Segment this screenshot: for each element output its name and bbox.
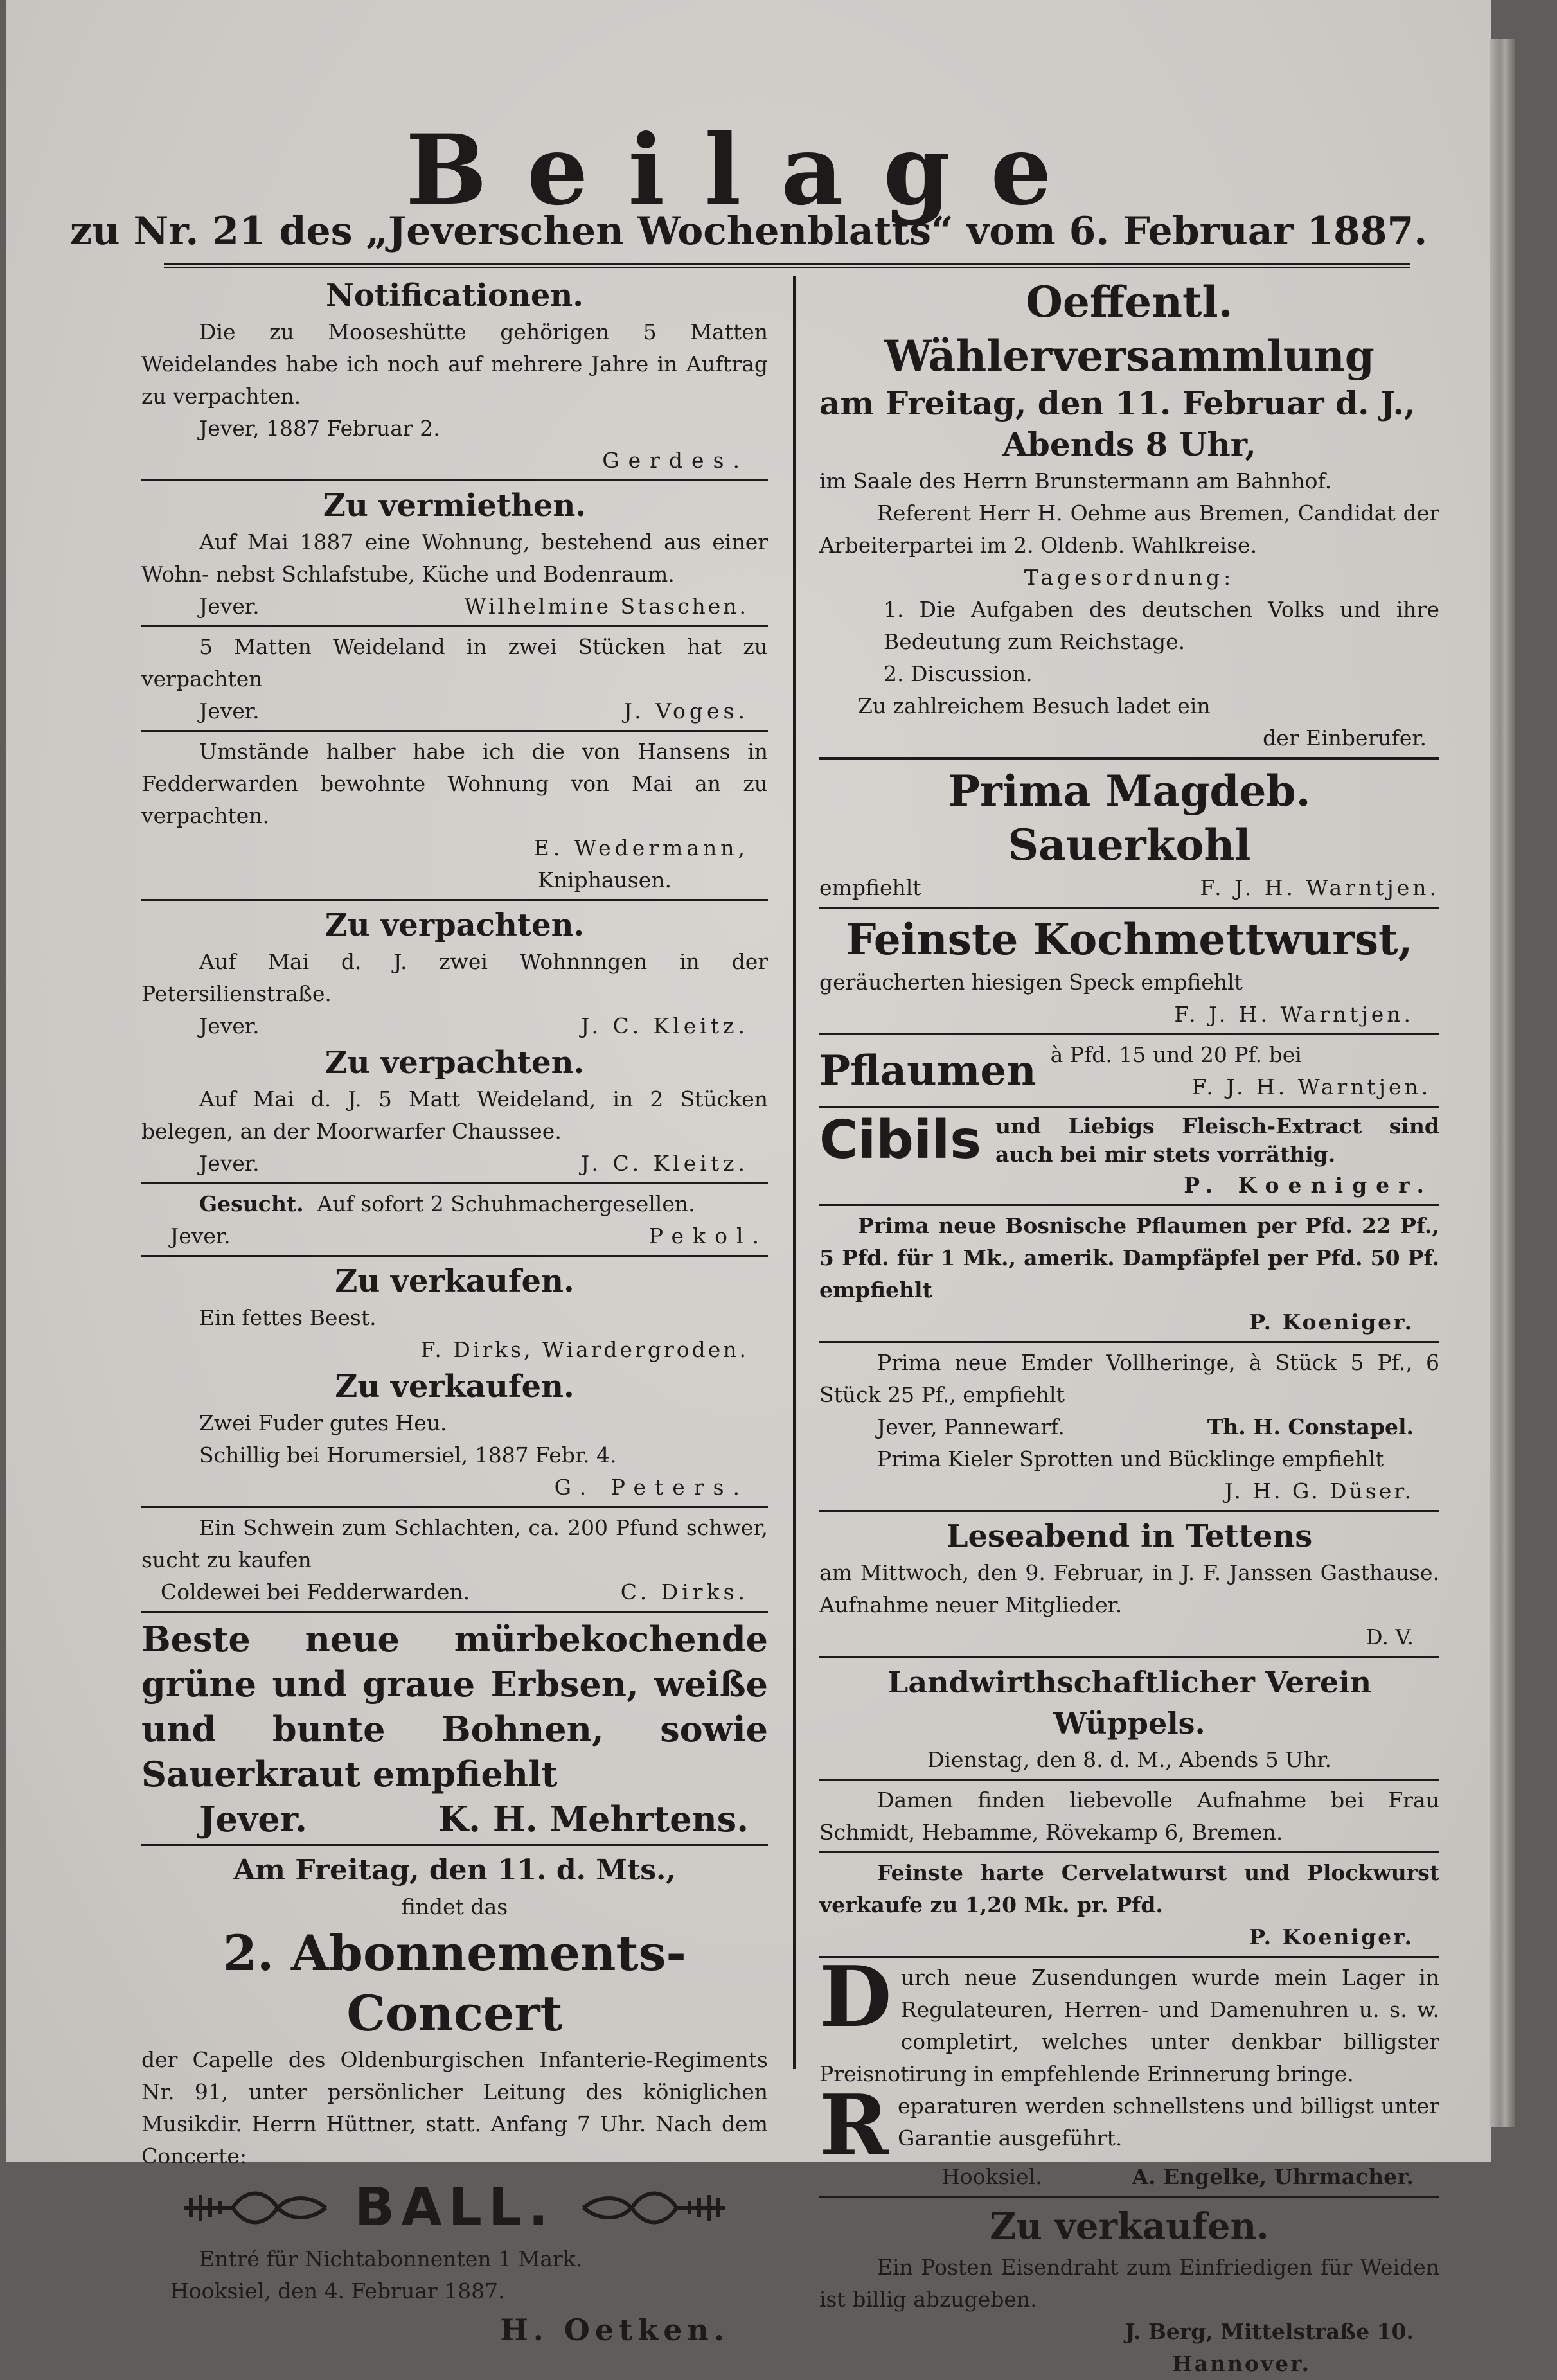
sale-ad-2 (141, 1366, 768, 1504)
concert-entry: Entré für Nichtabonnenten 1 Mark. (199, 2246, 583, 2271)
ad-signature: J. C. Kleitz. (580, 1151, 749, 1176)
divider (819, 1779, 1439, 1781)
divider (141, 1182, 768, 1184)
ad-text: Feinste harte Cervelatwurst und Plockwurst verkaufe zu 1,20 Mk. pr. Pfd. (819, 1860, 1439, 1917)
ad-heading: Cibils (819, 1110, 982, 1171)
sale-ad (141, 1261, 768, 1366)
midwife-ad (819, 1784, 1439, 1849)
ad-place: Jever. (199, 1798, 307, 1840)
reading-evening-ad (819, 1516, 1439, 1653)
meeting-time: Abends 8 Uhr, (1002, 425, 1256, 463)
voter-meeting-ad (819, 275, 1439, 754)
ad-signature: J. C. Kleitz. (580, 1013, 749, 1038)
pig-ad (141, 1512, 768, 1608)
agricultural-club-ad (819, 1662, 1439, 1776)
ad-text: Auf sofort 2 Schuhmachergesellen. (317, 1191, 695, 1216)
ad-heading: Leseabend in Tettens (946, 1518, 1313, 1554)
ad-signature: P. Koeniger. (1249, 1310, 1414, 1335)
ad-text: am Mittwoch, den 9. Februar, in J. F. Janssen Gasthause. Aufnahme neuer Mitglieder. (819, 1560, 1439, 1617)
divider (141, 1255, 768, 1257)
ad-label: Gesucht. (199, 1191, 304, 1216)
ornament-right-icon (580, 2185, 728, 2230)
ad-place: Coldewei bei Fedderwarden. (161, 1579, 470, 1604)
ad-signature: F. J. H. Warntjen. (1191, 1074, 1432, 1099)
supplement-title: Beilage (405, 114, 1092, 227)
ad-text: Die zu Mooseshütte gehörigen 5 Matten Weidelandes habe ich noch auf mehrere Jahre in Auftrag zu verpachten. (141, 319, 768, 409)
ad-text: Zu zahlreichem Besuch ladet ein (858, 693, 1211, 718)
concert-text: der Capelle des Oldenburgischen Infanterie-Regiments Nr. 91, unter persönlicher Leitung des königlichen Musikdir. Herrn Hüttner, statt. Anfang 7 Uhr. Nach dem Concerte: (141, 2047, 768, 2169)
meeting-place: im Saale des Herrn Brunstermann am Bahnhof. (819, 468, 1332, 493)
ad-place: Jever. (170, 1223, 231, 1248)
ad-signature: G. Peters. (554, 1475, 749, 1500)
ad-heading: Zu verkaufen. (335, 1369, 574, 1405)
ad-text: 5 Matten Weideland in zwei Stücken hat zu verpachten (141, 634, 768, 691)
ad-text: à Pfd. 15 und 20 Pf. bei (1050, 1042, 1302, 1067)
concert-ad (141, 1850, 768, 2352)
meat-extract-ad (819, 1112, 1439, 1202)
rent-ad (141, 485, 768, 623)
divider (141, 1611, 768, 1613)
divider (819, 907, 1439, 909)
agenda-label: Tagesordnung: (1024, 565, 1235, 590)
ad-place: Jever. (199, 698, 260, 724)
ad-text: Damen finden liebevolle Aufnahme bei Frau Schmidt, Hebamme, Rövekamp 6, Bremen. (819, 1788, 1439, 1845)
ad-signature: P. Koeniger. (1184, 1173, 1433, 1198)
ad-text: Beste neue mürbekochende grüne und graue Erbsen, weiße und bunte Bohnen, sowie Sauerkraut empfiehlt (141, 1619, 768, 1795)
sauerkraut-ad (819, 764, 1439, 904)
concert-date: Am Freitag, den 11. d. Mts., (233, 1854, 676, 1887)
ad-heading: Oeffentl. Wählerversammlung (884, 277, 1375, 381)
ad-text: Schillig bei Horumersiel, 1887 Febr. 4. (199, 1443, 617, 1468)
divider (819, 1956, 1439, 1958)
ad-text: Dienstag, den 8. d. M., Abends 5 Uhr. (927, 1747, 1331, 1772)
plum-ad (819, 1039, 1439, 1103)
header-rule (164, 263, 1410, 268)
cervelat-ad (819, 1857, 1439, 1953)
wanted-ad (141, 1188, 768, 1252)
concert-place-date: Hooksiel, den 4. Februar 1887. (170, 2278, 505, 2304)
ad-signature: der Einberufer. (1263, 725, 1427, 750)
ball-banner (141, 2172, 768, 2243)
divider (141, 479, 768, 481)
ad-place: Hannover. (1172, 2351, 1311, 2376)
ad-heading: Prima Magdeb. Sauerkohl (948, 766, 1311, 870)
ad-signature: J. Berg, Mittelstraße 10. (1125, 2319, 1414, 2344)
divider (141, 625, 768, 627)
divider (141, 1844, 768, 1846)
agenda-item: 2. Discussion. (884, 661, 1033, 686)
ad-place: Kniphausen. (538, 867, 672, 892)
ball-label: BALL. (354, 2177, 555, 2238)
divider (819, 1656, 1439, 1658)
herring-ad (819, 1347, 1439, 1507)
divider (141, 1506, 768, 1508)
ad-signature: J. H. G. Düser. (1224, 1479, 1414, 1504)
pasture-ad (141, 631, 768, 727)
ad-place: Hooksiel. (941, 2164, 1042, 2189)
ad-text: Prima neue Bosnische Pflaumen per Pfd. 22 Pf., 5 Pfd. für 1 Mk., amerik. Dampfäpfel per Pfd. 50 Pf. empfiehlt (819, 1213, 1439, 1302)
divider (141, 730, 768, 732)
concert-intro: findet das (401, 1894, 508, 1919)
ad-signature: K. H. Mehrtens. (438, 1798, 749, 1840)
clock-ad (819, 1948, 1439, 2090)
ornament-left-icon (181, 2185, 329, 2230)
divider (819, 1510, 1439, 1512)
drop-cap: R (819, 2076, 889, 2174)
supplement-subtitle: zu Nr. 21 des „Jeverschen Wochenblatts“ vom 6. Februar 1887. (69, 209, 1428, 254)
ad-place: Jever, 1887 Februar 2. (199, 416, 440, 441)
ad-place: Jever. (199, 1151, 260, 1176)
ad-place: Jever, Pannewarf. (877, 1414, 1065, 1439)
ad-text: eparaturen werden schnellstens und billigst unter Garantie ausgeführt. (898, 2093, 1439, 2151)
ad-heading: Zu vermiethen. (323, 488, 587, 524)
ad-signature: Wilhelmine Staschen. (464, 594, 749, 619)
ad-signature: E. Wedermann, (533, 835, 749, 860)
divider (819, 1033, 1439, 1035)
ad-heading: Zu verpachten. (325, 1045, 585, 1081)
lease-ad-3 (141, 1042, 768, 1180)
ad-text: Referent Herr H. Oehme aus Bremen, Candidat der Arbeiterpartei im 2. Oldenb. Wahlkreise. (819, 501, 1439, 558)
divider (819, 1851, 1439, 1853)
lease-ad (141, 736, 768, 896)
column-separator (793, 276, 796, 2069)
ad-signature: F. Dirks, Wiardergroden. (420, 1337, 749, 1362)
ad-signature: D. V. (1366, 1624, 1414, 1649)
ad-text: Prima neue Emder Vollheringe, à Stück 5 Pf., 6 Stück 25 Pf., empfiehlt (819, 1350, 1439, 1407)
notification-ad (141, 275, 768, 477)
lease-ad-2 (141, 905, 768, 1042)
ad-text: urch neue Zusendungen wurde mein Lager in Regulateuren, Herren- und Damenuhren u. s. w. completirt, welches unter denkbar billigster Preisnotirung in empfehlende Erinnerung bringe. (819, 1965, 1439, 2086)
bosnian-plum-ad (819, 1210, 1439, 1338)
repair-ad (819, 2076, 1439, 2193)
ad-text: Ein Posten Eisendraht zum Einfriedigen für Weiden ist billig abzugeben. (819, 2255, 1439, 2312)
ad-text: Umstände halber habe ich die von Hansens in Fedderwarden bewohnte Wohnung von Mai an zu verpachten. (141, 739, 768, 828)
ad-signature: Gerdes. (602, 448, 749, 473)
agenda-item: 1. Die Aufgaben des deutschen Volks und ihre Bedeutung zum Reichstage. (884, 597, 1439, 654)
divider (819, 1204, 1439, 1206)
concert-title: 2. Abonnements-Concert (223, 1924, 686, 2042)
divider (141, 899, 768, 901)
ad-signature: F. J. H. Warntjen. (1174, 1002, 1414, 1027)
ad-text: Auf Mai 1887 eine Wohnung, bestehend aus einer Wohn- nebst Schlafstube, Küche und Bodenraum. (141, 529, 768, 587)
ad-place: Jever. (199, 1013, 260, 1038)
left-column (141, 275, 768, 2352)
meeting-date: am Freitag, den 11. Februar d. J., (819, 384, 1416, 422)
ad-text: und Liebigs Fleisch-Extract sind auch bei mir stets vorräthig. (995, 1114, 1439, 1167)
divider (819, 2196, 1439, 2198)
ad-signature: P. Koeniger. (1249, 1924, 1414, 1949)
ad-heading: Notificationen. (326, 278, 583, 314)
ad-heading: Landwirthschaftlicher Verein Wüppels. (887, 1665, 1372, 1741)
ad-text: Ein fettes Beest. (199, 1305, 377, 1330)
ad-heading: Zu verkaufen. (335, 1263, 574, 1299)
ad-signature: H. Oetken. (500, 2313, 729, 2347)
newspaper-page (6, 0, 1491, 2376)
ad-signature: Th. H. Constapel. (1207, 1414, 1414, 1439)
ad-text: Ein Schwein zum Schlachten, ca. 200 Pfund schwer, sucht zu kaufen (141, 1515, 768, 1572)
ad-heading: Pflaumen (819, 1047, 1037, 1095)
page-edge (1490, 39, 1515, 2127)
ad-signature: A. Engelke, Uhrmacher. (1132, 2164, 1414, 2189)
drop-cap: D (819, 1948, 892, 2046)
peas-ad (141, 1617, 768, 1842)
ad-signature: F. J. H. Warntjen. (1200, 875, 1439, 900)
divider (819, 1341, 1439, 1343)
ad-text: Prima Kieler Sprotten und Bücklinge empfiehlt (877, 1446, 1384, 1471)
ad-text: Auf Mai d. J. 5 Matt Weideland, in 2 Stücken belegen, an der Moorwarfer Chaussee. (141, 1087, 768, 1144)
ad-heading: Zu verpachten. (325, 907, 585, 943)
ad-signature: C. Dirks. (620, 1579, 749, 1604)
ad-signature: Pekol. (648, 1223, 768, 1248)
ad-text: empfiehlt (819, 875, 921, 900)
ad-heading: Zu verkaufen. (990, 2205, 1269, 2248)
ad-text: Auf Mai d. J. zwei Wohnnngen in der Petersilienstraße. (141, 949, 768, 1006)
divider (819, 1106, 1439, 1108)
ad-heading: Feinste Kochmettwurst, (846, 914, 1413, 964)
ad-text: geräucherten hiesigen Speck empfiehlt (819, 970, 1243, 995)
wire-sale-ad (819, 2201, 1439, 2380)
ad-text: Zwei Fuder gutes Heu. (199, 1410, 447, 1435)
sausage-ad (819, 912, 1439, 1031)
right-column (819, 275, 1439, 2380)
ad-signature: J. Voges. (623, 698, 749, 724)
divider (819, 757, 1439, 760)
ad-place: Jever. (199, 594, 260, 619)
